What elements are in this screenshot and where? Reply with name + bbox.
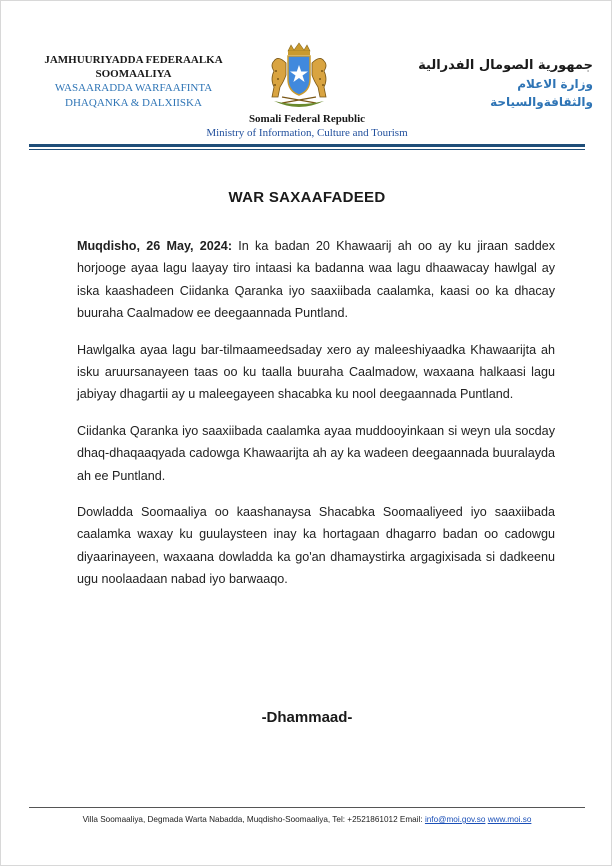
closing-mark: -Dhammaad-: [261, 709, 353, 726]
republic-name-somali-line1: JAMHUURIYADDA FEDERAALKA: [44, 54, 223, 66]
paragraph-1-text: In ka badan 20 Khawaarij ah oo ay ku jiraan saddex horjooge ayaa lagu laayay tiro intaasi ka badanna waa lagu dhaawacay hawlgal ay iska kaashadeen Ciidanka Qaranka iyo saaxiibada caalamka, kaasi oo ka dhacay buuraha Caalmadow ee deegaannada Puntland.: [77, 239, 556, 321]
ministry-name-english: Ministry of Information, Culture and Tourism: [206, 127, 408, 139]
coat-of-arms-icon: [258, 41, 340, 113]
header-center-english: [171, 113, 443, 141]
paragraph-2: Hawlgalka ayaa lagu bar-tilmaameedsaday xero ay maleeshiyaadka Khawaarijta ah isku aruursanayeen taas oo ku taalla buuraha Caalmadow, waxaana halkaasi lagu jabiyay dhagartii ay u maleegayeen shacabka ku nool deegaannada Puntland.: [77, 342, 555, 402]
republic-name-arabic: جمهورية الصومال الفدرالية: [418, 58, 593, 73]
republic-name-english: Somali Federal Republic: [248, 113, 366, 125]
paragraph-1: [77, 235, 555, 325]
dateline: Muqdisho, 26 May, 2024:: [77, 239, 233, 253]
footer-divider: [29, 807, 585, 808]
document-body: [77, 235, 555, 605]
ministry-name-somali-line2: DHAQANKA & DALXIISKA: [65, 97, 202, 109]
footer-email-link[interactable]: info@moi.gov.so: [424, 815, 486, 824]
footer-contact: [1, 815, 612, 824]
footer-website-link[interactable]: www.moi.so: [487, 815, 532, 824]
header-divider-thin: [29, 149, 585, 150]
ministry-name-somali-line1: WASAARADDA WARFAAFINTA: [54, 82, 213, 94]
ministry-name-arabic-line2: والثقافةوالسياحة: [490, 95, 593, 109]
republic-name-somali-line2: SOOMAALIYA: [95, 68, 172, 80]
header-left-somali: [31, 53, 236, 111]
paragraph-4: Dowladda Soomaaliya oo kaashanaysa Shacabka Soomaaliyeed iyo saaxiibada caalamka waxay ku guulaysteen inay ka hortagaan dhagarro badan oo cadowgu diyaarinayeen, waxaana dowladda ka go'an dhamaystirka argagixisada si dadkeenu ugu noolaadaan nabad iyo barwaaqo.: [77, 505, 555, 587]
header-right-arabic: [393, 57, 593, 111]
footer-address: Villa Soomaaliya, Degmada Warta Nabadda, Muqdisho-Soomaaliya, Tel: +2521861012 Email:: [82, 815, 425, 824]
paragraph-3: Ciidanka Qaranka iyo saaxiibada caalamka ayaa muddooyinkaan si weyn ula socday dhaq-dhaqaaqyada cadowga Khawaarijta ah ay ka wadeen deegaannada buuralayda ah ee Puntland.: [77, 423, 555, 483]
ministry-name-arabic-line1: وزارة الاعلام: [517, 77, 593, 91]
document-title: WAR SAXAAFADEED: [228, 189, 386, 206]
header-divider-thick: [29, 144, 585, 147]
